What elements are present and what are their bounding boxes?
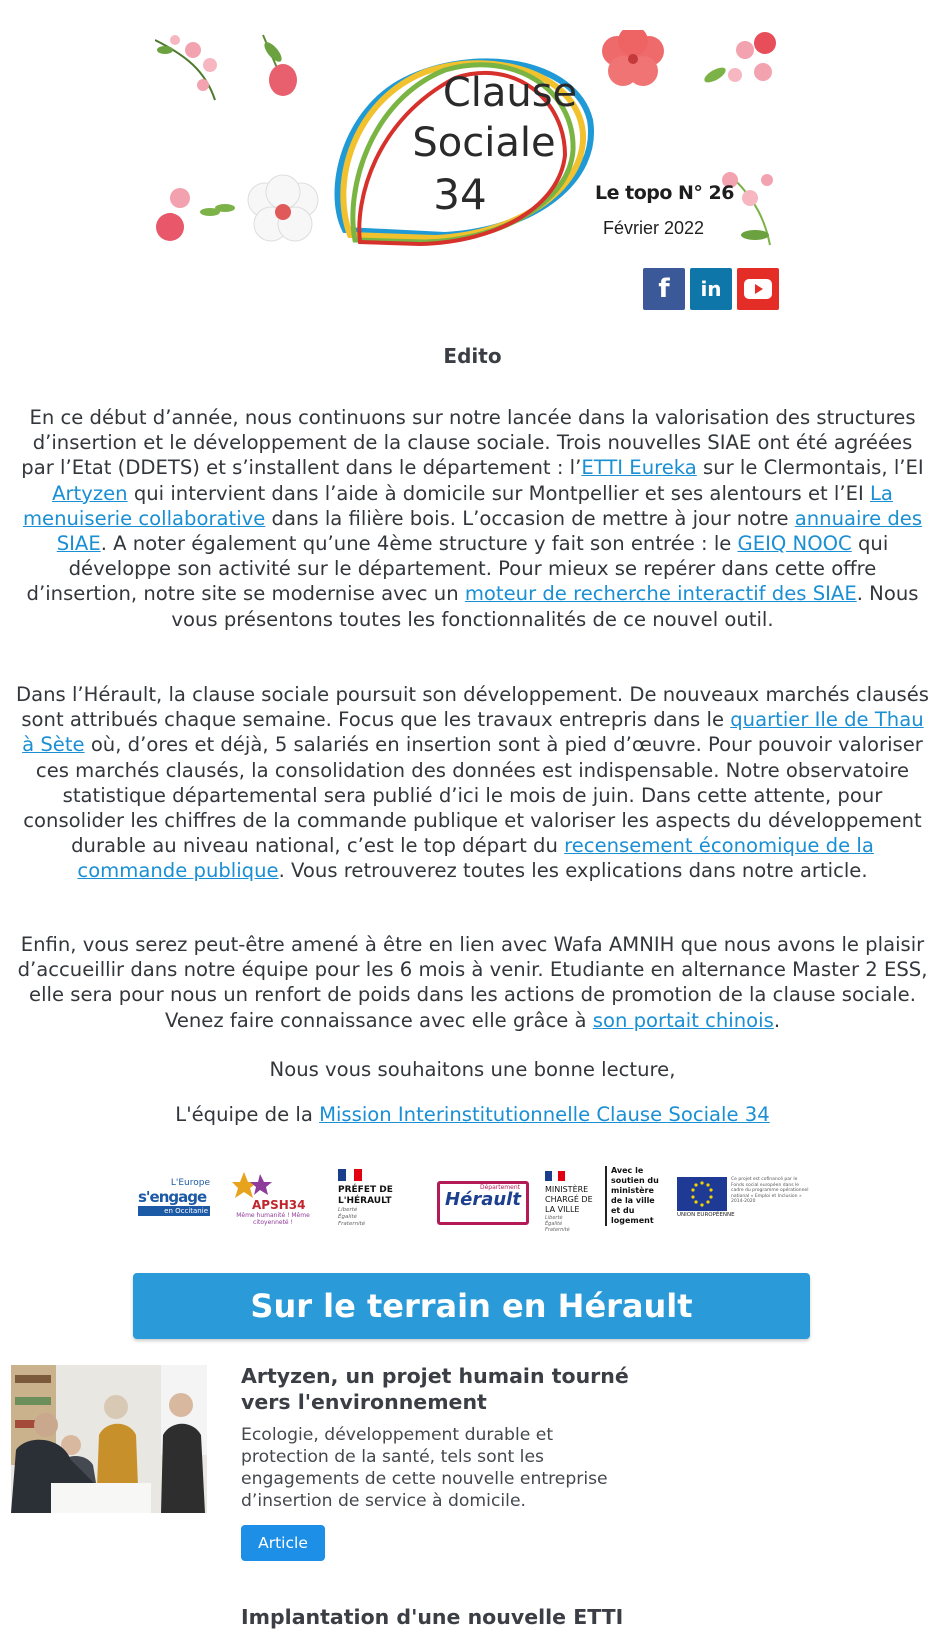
article-1-button[interactable]: Article bbox=[241, 1525, 325, 1561]
link-moteur-recherche[interactable]: moteur de recherche interactif des SIAE bbox=[464, 582, 857, 606]
edito-paragraph-3: Enfin, vous serez peut-être amené à être en lien avec Wafa AMNIH que nous avons le plaisir d’accueillir dans notre équipe pour les 6 mois à venir. Etudiante en alternance Master 2 ESS, elle sera pour nous un renfort de poids dans les actions de promotion de la clause sociale. Venez faire connaissance avec elle grâce à son portait chinois. bbox=[17, 933, 928, 1032]
article-1-description: Ecologie, développement durable et protection de la santé, tels sont les engagements de cette nouvelle entreprise d’insertion de service à domicile. bbox=[241, 1425, 608, 1511]
article-1-title[interactable]: Artyzen, un projet humain tourné vers l'environnement bbox=[241, 1364, 629, 1414]
article-photo bbox=[11, 1365, 207, 1513]
logo-line-1: Clause bbox=[442, 70, 578, 116]
linkedin-icon[interactable]: in bbox=[690, 268, 732, 310]
edito-signature: L'équipe de la Mission Interinstitutionnelle Clause Sociale 34 bbox=[175, 1103, 770, 1126]
ministere-ville-logo: MINISTÈRE CHARGÉ DE LA VILLE Liberté Égalité Fraternité bbox=[545, 1166, 605, 1233]
prefet-herault-logo: PRÉFET DE L'HÉRAULT Liberté Égalité Fraternité bbox=[338, 1166, 416, 1228]
youtube-icon[interactable] bbox=[737, 268, 779, 310]
link-mission-clause-sociale[interactable]: Mission Interinstitutionnelle Clause Sociale 34 bbox=[319, 1103, 770, 1126]
link-menuiserie[interactable]: La menuiserie collaborative bbox=[22, 481, 893, 530]
link-annuaire-siae[interactable]: annuaire des SIAE bbox=[56, 506, 923, 556]
issue-date: Février 2022 bbox=[603, 218, 705, 238]
link-recensement[interactable]: recensement économique de la commande publique bbox=[77, 834, 874, 883]
edito-title: Edito bbox=[443, 344, 502, 368]
facebook-icon[interactable]: f bbox=[643, 268, 685, 310]
apsh34-logo: APSH34 Même humanité ! Même citoyenneté ! bbox=[232, 1170, 314, 1226]
partner-logos bbox=[0, 1160, 945, 1233]
link-etti-eureka[interactable]: ETTI Eureka bbox=[581, 456, 697, 480]
article-2-title[interactable]: Implantation d'une nouvelle ETTI bbox=[241, 1605, 624, 1629]
europe-sengage-logo: L'Europe s'engage en Occitanie bbox=[138, 1178, 210, 1215]
header-banner bbox=[155, 30, 787, 252]
logo-line-2: Sociale bbox=[412, 120, 556, 166]
issue-number: Le topo N° 26 bbox=[595, 182, 734, 204]
logo-line-3: 34 bbox=[433, 170, 487, 219]
link-geiq-nooc[interactable]: GEIQ NOOC bbox=[737, 532, 852, 556]
link-quartier-ile-de-thau[interactable]: quartier Ile de Thau à Sète bbox=[22, 708, 924, 757]
link-artyzen[interactable]: Artyzen bbox=[52, 481, 128, 505]
union-europeenne-logo: Ce projet est cofinancé par le Fonds social européen dans le cadre du programme opérationnel national « Emploi et Inclusion » 2014-2020 UNION EUROPÉENNE bbox=[677, 1177, 809, 1218]
edito-greeting: Nous vous souhaitons une bonne lecture, bbox=[269, 1058, 676, 1081]
link-portrait-chinois[interactable]: son portait chinois bbox=[592, 1008, 774, 1032]
soutien-ministere-text: Avec le soutien du ministère de la ville et du logement bbox=[605, 1166, 659, 1226]
edito-paragraph-1: En ce début d’année, nous continuons sur notre lancée dans la valorisation des structures d’insertion et le développement de la clause sociale. Trois nouvelles SIAE ont été agréées par l’Etat (DDETS) et s’installent dans le département : l’ETTI Eureka sur le Clermontais, l’EI Artyzen qui intervient dans l’aide à domicile sur Montpellier et ses alentours et l’EI La menuiserie collaborative dans la filière bois. L’occasion de mettre à jour notre annuaire des SIAE. A noter également qu’une 4ème structure y fait son entrée : le GEIQ NOOC qui développe son activité sur le département. Pour mieux se repérer dans cette offre d’insertion, notre site se modernise avec un moteur de recherche interactif des SIAE. Nous vous présentons toutes les fonctionnalités de ce nouvel outil. bbox=[21, 406, 924, 631]
departement-herault-logo: Département Hérault bbox=[437, 1181, 529, 1225]
edito-paragraph-2: Dans l’Hérault, la clause sociale poursuit son développement. De nouveaux marchés clausés sont attribués chaque semaine. Focus que les travaux entrepris dans le quartier Ile de Thau à Sète où, d’ores et déjà, 5 salariés en insertion sont à pied d’œuvre. Pour pouvoir valoriser ces marchés clausés, la consolidation des données est indispensable. Notre observatoire statistique départemental sera publié d’ici le mois de juin. Dans cette attente, pour consolider les chiffres de la commande publique et valoriser les aspects du développement durable au niveau national, c’est le top départ du recensement économique de la commande publique. Vous retrouverez toutes les explications dans notre article. bbox=[16, 683, 929, 883]
section-title-bar: Sur le terrain en Hérault bbox=[133, 1273, 810, 1339]
